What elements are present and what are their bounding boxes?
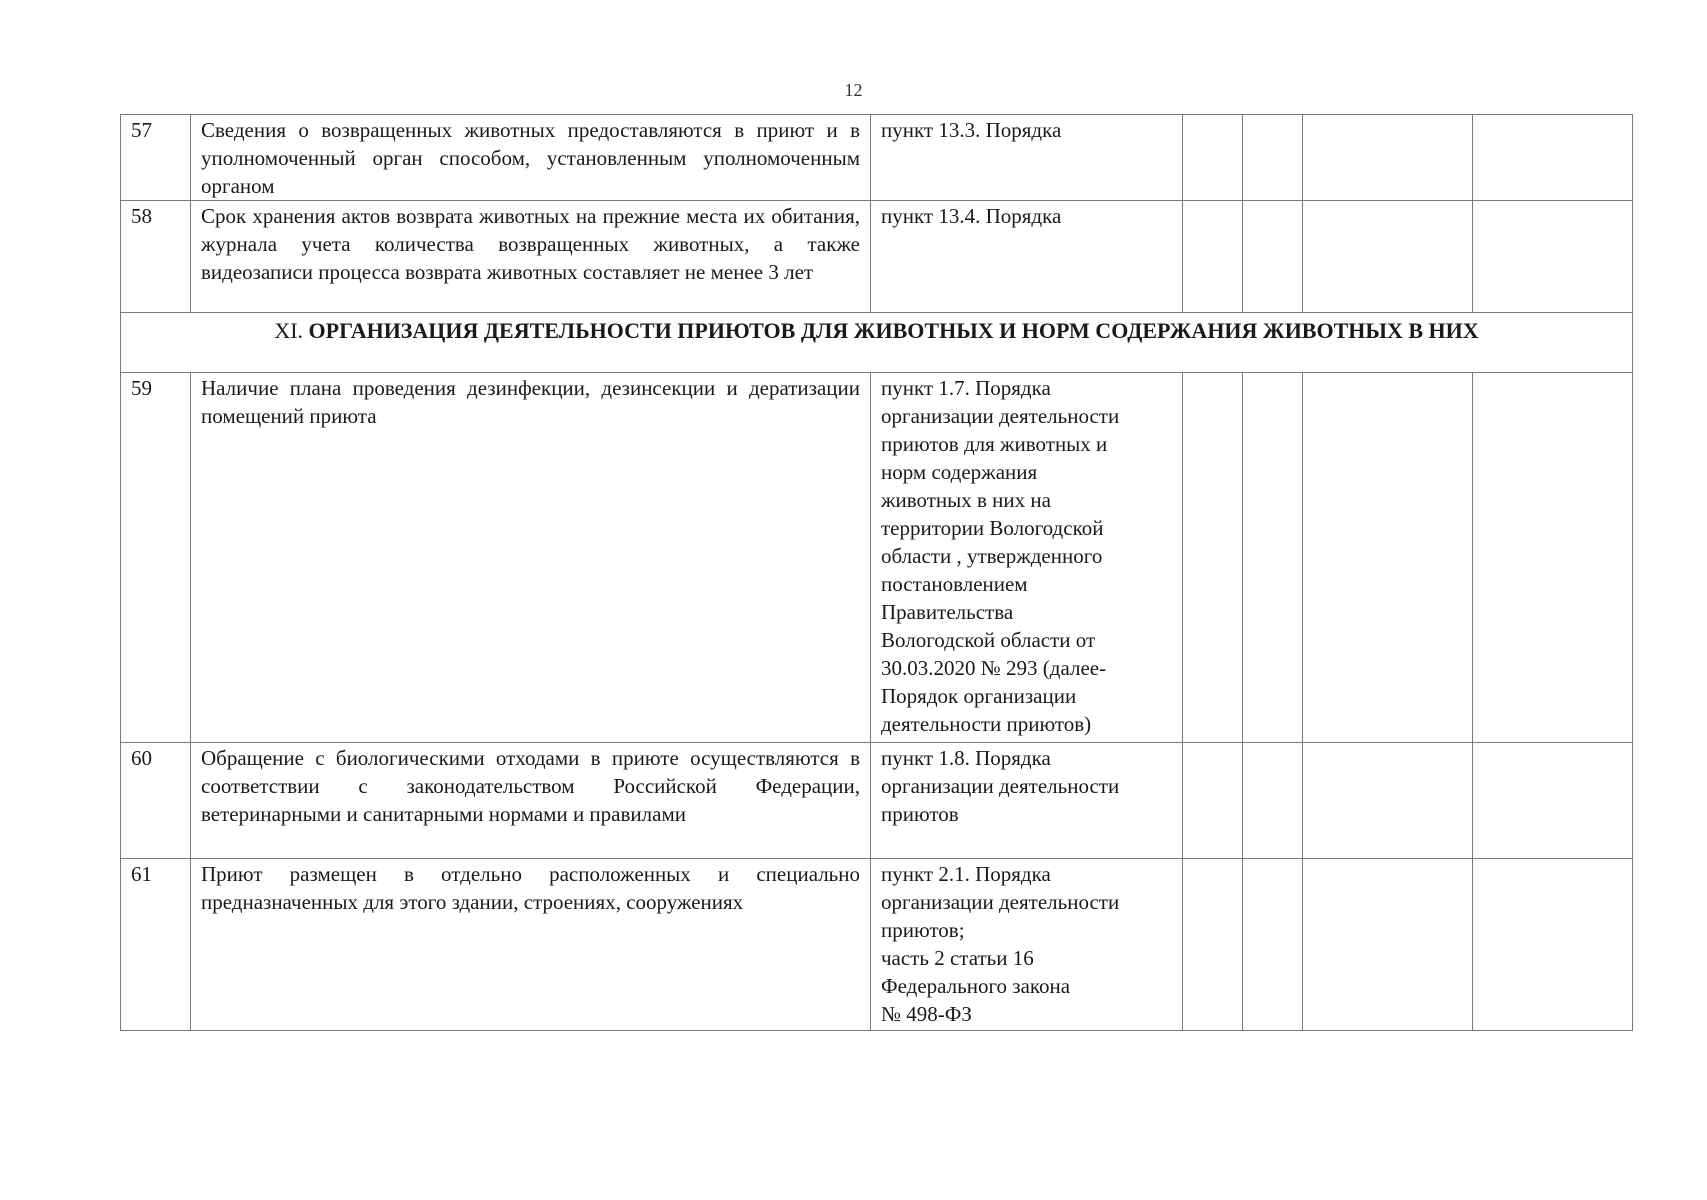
empty-cell	[1303, 115, 1473, 201]
legal-reference: пункт 13.4. Порядка	[871, 201, 1183, 313]
table-row	[121, 859, 1633, 1031]
row-number: 59	[121, 373, 191, 743]
empty-cell	[1183, 859, 1243, 1031]
empty-cell	[1473, 373, 1633, 743]
checklist-table	[120, 114, 1633, 1031]
section-header	[121, 313, 1633, 373]
table-row	[121, 201, 1633, 313]
table-row	[121, 373, 1633, 743]
empty-cell	[1243, 743, 1303, 859]
empty-cell	[1303, 743, 1473, 859]
requirement-text: Приют размещен в отдельно расположенных и специально предназначенных для этого здании, строениях, сооружениях	[191, 859, 871, 1031]
empty-cell	[1243, 201, 1303, 313]
legal-reference: пункт 1.7. Порядка организации деятельности приютов для животных и норм содержания животных в них на территории Вологодской области , утвержденного постановлением Правительства Вологодской области от 30.03.2020 № 293 (далее- Порядок организации деятельности приютов)	[871, 373, 1183, 743]
empty-cell	[1303, 859, 1473, 1031]
requirement-text: Сведения о возвращенных животных предоставляются в приют и в уполномоченный орган способом, установленным уполномоченным органом	[191, 115, 871, 201]
section-header-row	[121, 313, 1633, 373]
table-row	[121, 115, 1633, 201]
table-row	[121, 743, 1633, 859]
legal-reference: пункт 2.1. Порядка организации деятельности приютов; часть 2 статьи 16 Федерального закона № 498-ФЗ	[871, 859, 1183, 1031]
row-number: 57	[121, 115, 191, 201]
row-number: 60	[121, 743, 191, 859]
requirement-text: Срок хранения актов возврата животных на прежние места их обитания, журнала учета количества возвращенных животных, а также видеозаписи процесса возврата животных составляет не менее 3 лет	[191, 201, 871, 313]
legal-reference: пункт 13.3. Порядка	[871, 115, 1183, 201]
empty-cell	[1473, 115, 1633, 201]
legal-reference: пункт 1.8. Порядка организации деятельности приютов	[871, 743, 1183, 859]
row-number: 58	[121, 201, 191, 313]
empty-cell	[1183, 373, 1243, 743]
empty-cell	[1473, 201, 1633, 313]
empty-cell	[1473, 859, 1633, 1031]
empty-cell	[1243, 859, 1303, 1031]
empty-cell	[1303, 201, 1473, 313]
section-number: XI.	[274, 318, 304, 343]
empty-cell	[1183, 743, 1243, 859]
empty-cell	[1473, 743, 1633, 859]
empty-cell	[1243, 373, 1303, 743]
empty-cell	[1303, 373, 1473, 743]
page-number: 12	[844, 80, 863, 100]
empty-cell	[1243, 115, 1303, 201]
empty-cell	[1183, 201, 1243, 313]
requirement-text: Обращение с биологическими отходами в приюте осуществляются в соответствии с законодательством Российской Федерации, ветеринарными и санитарными нормами и правилами	[191, 743, 871, 859]
section-title: ОРГАНИЗАЦИЯ ДЕЯТЕЛЬНОСТИ ПРИЮТОВ ДЛЯ ЖИВОТНЫХ И НОРМ СОДЕРЖАНИЯ ЖИВОТНЫХ В НИХ	[308, 318, 1479, 343]
row-number: 61	[121, 859, 191, 1031]
requirement-text: Наличие плана проведения дезинфекции, дезинсекции и дератизации помещений приюта	[191, 373, 871, 743]
empty-cell	[1183, 115, 1243, 201]
